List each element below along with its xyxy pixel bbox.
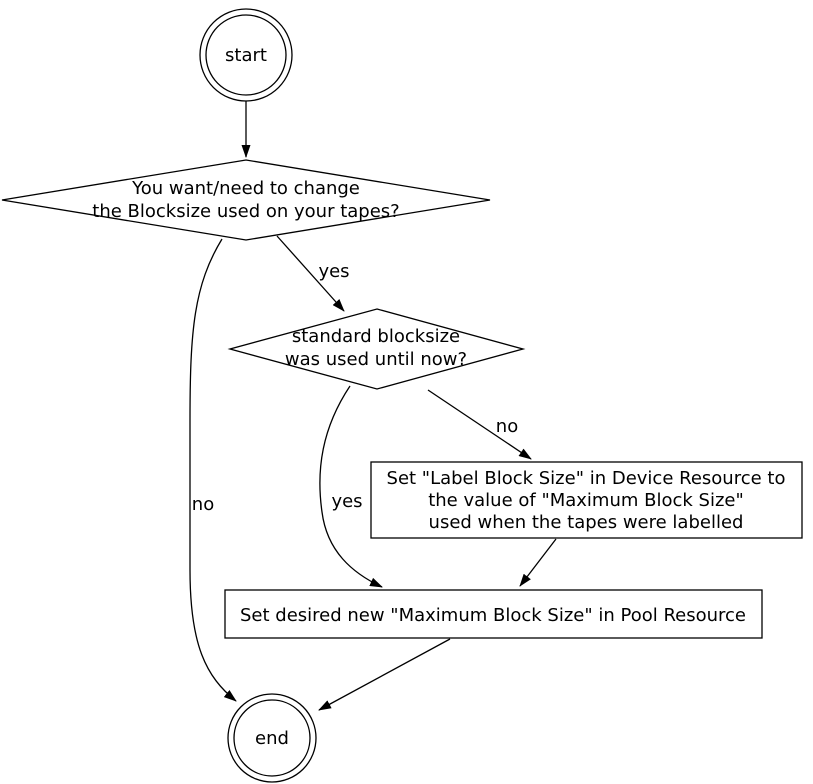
edge-process2-to-end xyxy=(319,639,450,710)
process-label-block-size-line3: used when the tapes were labelled xyxy=(428,512,744,533)
decision-change-blocksize-line1: You want/need to change xyxy=(132,178,360,199)
end-node-label: end xyxy=(255,728,289,749)
edge-label-yes-process2: yes xyxy=(331,491,363,512)
process-label-block-size xyxy=(371,462,802,538)
end-node xyxy=(228,694,316,782)
start-node-label: start xyxy=(225,45,267,66)
edge-process1-to-process2 xyxy=(520,539,556,586)
process-label-block-size-line2: the value of "Maximum Block Size" xyxy=(428,490,744,511)
decision-standard-blocksize-line1: standard blocksize xyxy=(291,326,461,347)
decision-change-blocksize xyxy=(2,160,490,240)
start-node xyxy=(200,9,292,101)
edge-label-no-end: no xyxy=(191,494,215,515)
process-maximum-block-size xyxy=(225,590,762,638)
decision-change-blocksize-diamond xyxy=(2,160,490,240)
decision-standard-blocksize-line2: was used until now? xyxy=(284,349,468,370)
decision-change-blocksize-line2: the Blocksize used on your tapes? xyxy=(92,201,400,222)
decision-standard-blocksize xyxy=(230,309,523,389)
edge-label-yes-decision2: yes xyxy=(318,261,350,282)
process-maximum-block-size-line1: Set desired new "Maximum Block Size" in Pool Resource xyxy=(240,605,746,626)
process-label-block-size-line1: Set "Label Block Size" in Device Resource to xyxy=(386,468,786,489)
edge-label-no-process1: no xyxy=(495,416,519,437)
